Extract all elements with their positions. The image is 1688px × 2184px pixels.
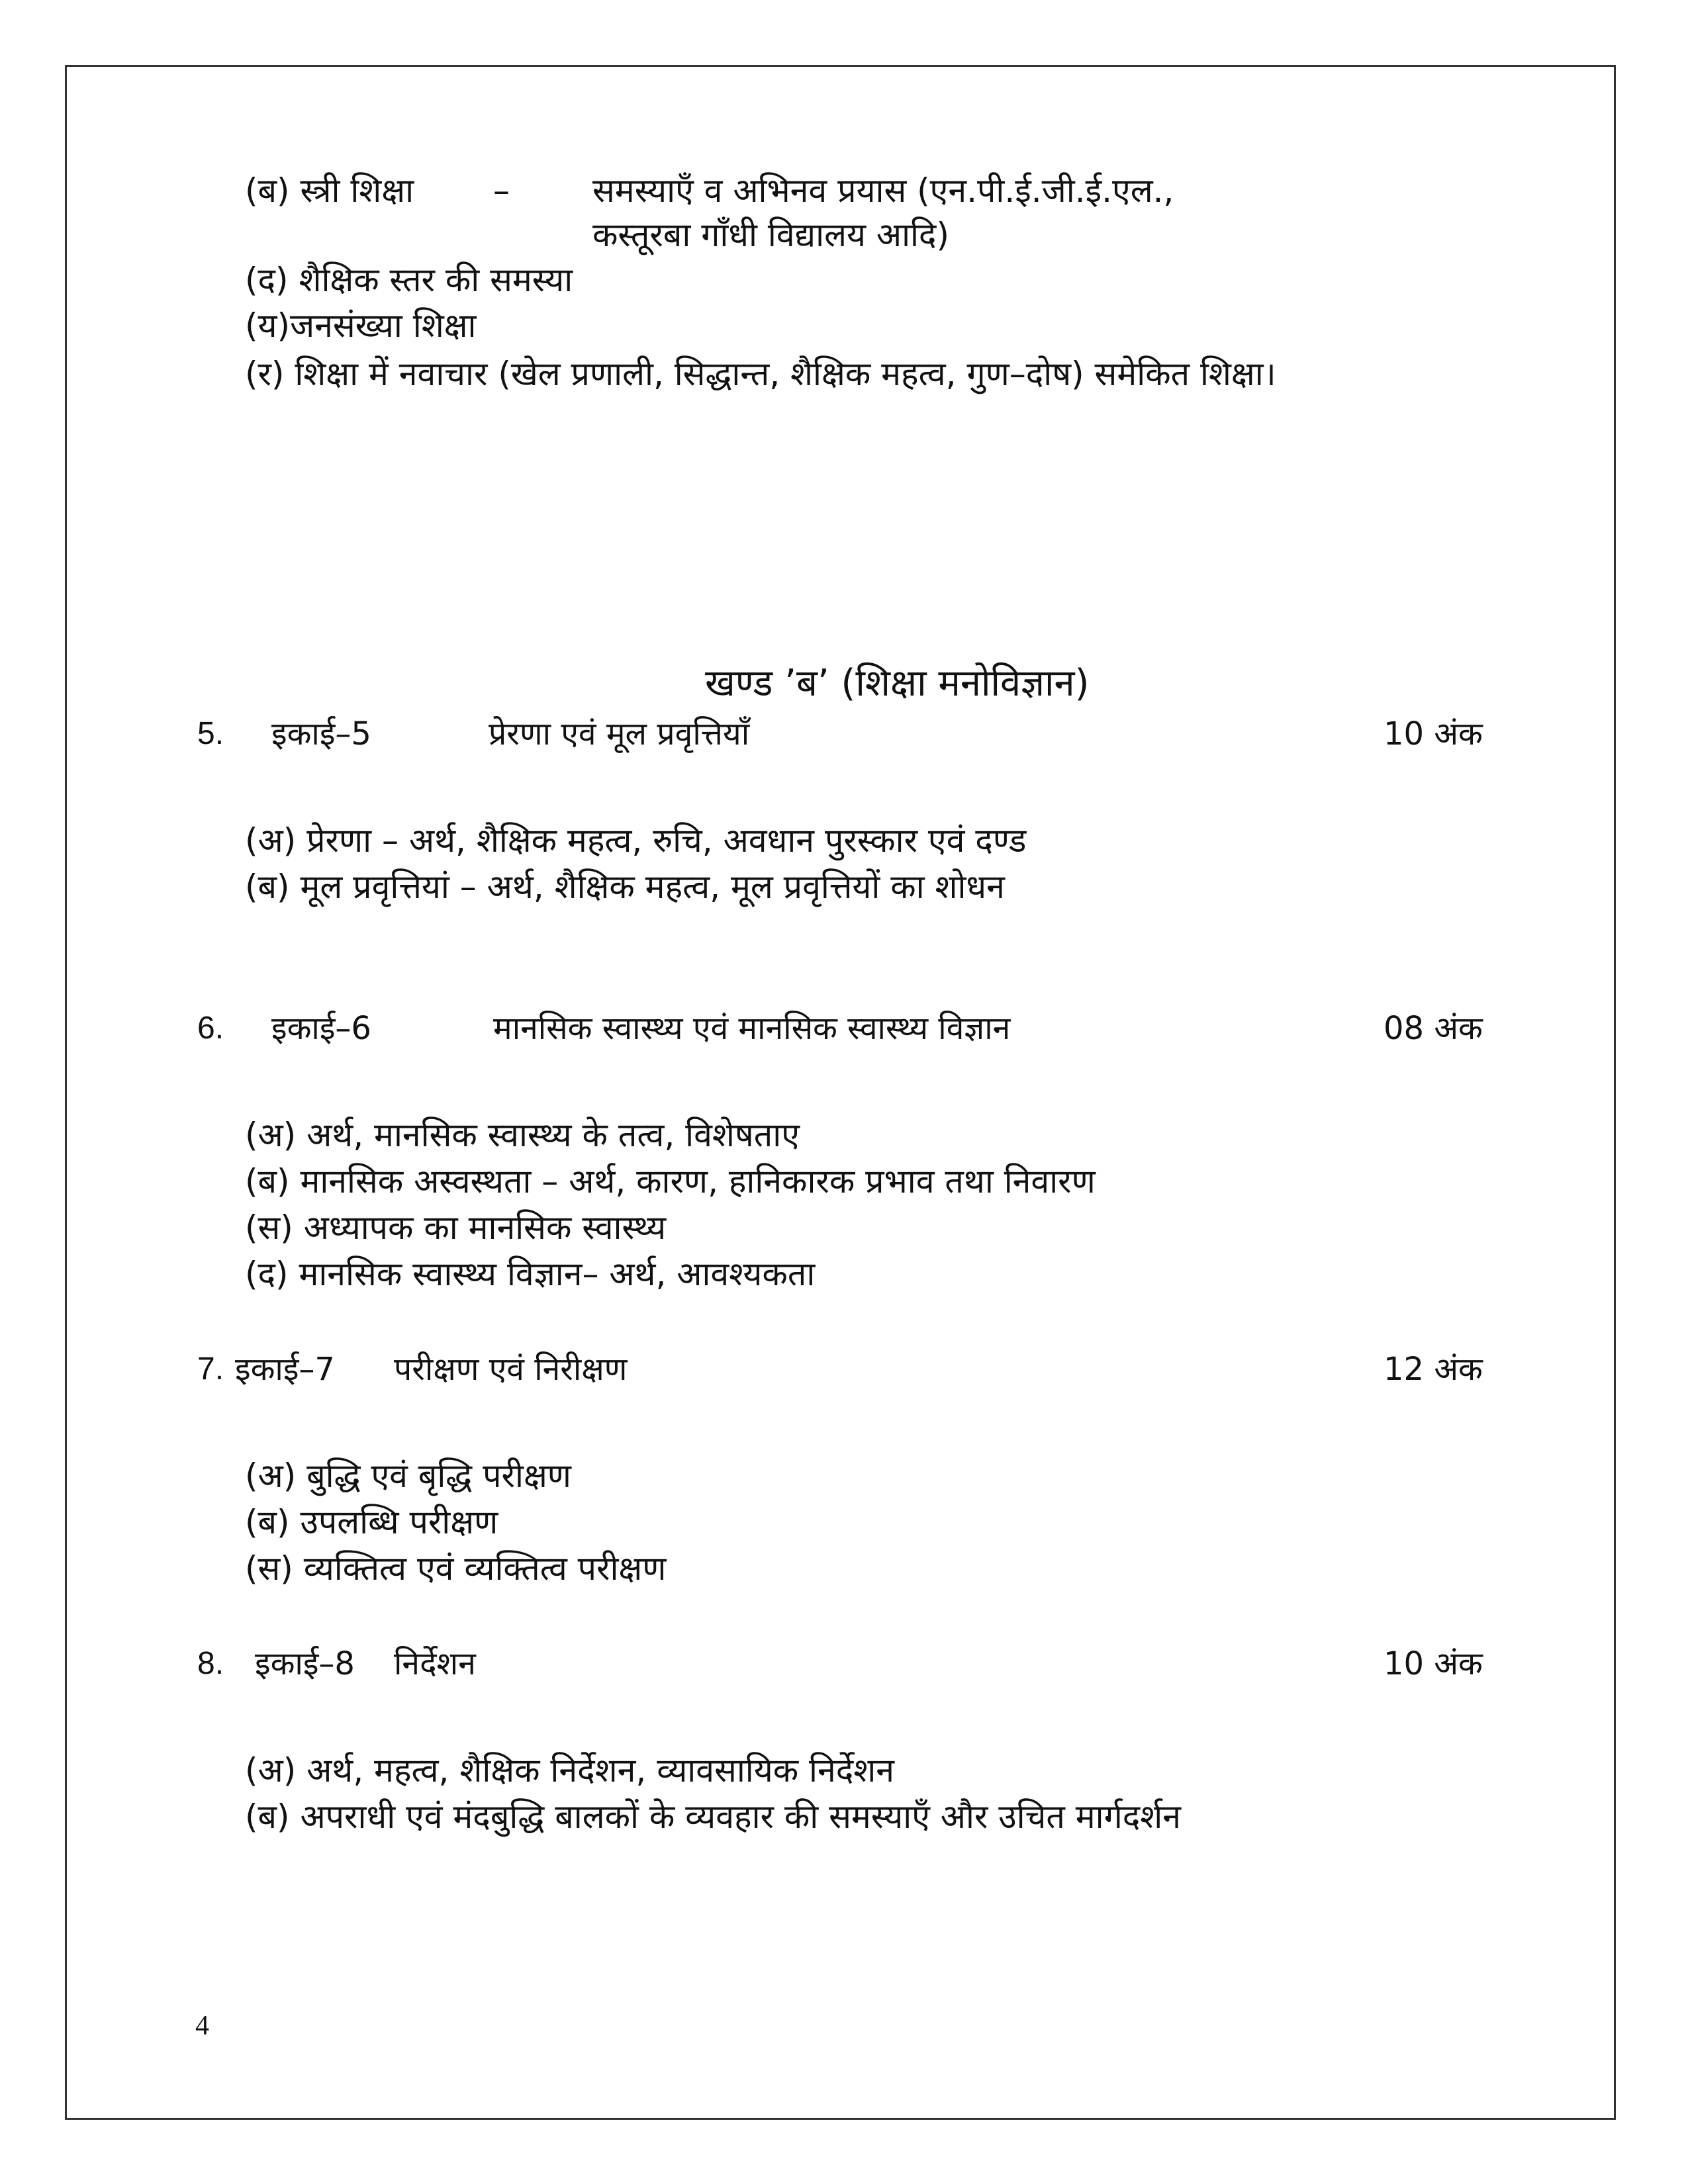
unit-number: 8. — [197, 1646, 224, 1681]
list-item: (द) मानसिक स्वास्थ्य विज्ञान– अर्थ, आवश्यकता — [245, 1255, 816, 1293]
list-item-label: (ब) स्त्री शिक्षा — [245, 171, 414, 210]
unit-marks: 10 अंक — [1383, 1645, 1483, 1682]
unit-label: इकाई–5 — [271, 715, 371, 752]
unit-marks: 12 अंक — [1383, 1351, 1483, 1388]
list-item: (य)जनसंख्या शिक्षा — [245, 306, 477, 345]
unit-label: इकाई–7 — [235, 1351, 335, 1388]
unit-number: 7. — [197, 1351, 224, 1387]
unit-title: परीक्षण एवं निरीक्षण — [394, 1351, 628, 1388]
list-item: कस्तूरबा गाँधी विद्यालय आदि) — [592, 216, 949, 254]
page-number: 4 — [195, 2011, 209, 2041]
list-item: (अ) अर्थ, महत्व, शैक्षिक निर्देशन, व्यावसायिक निर्देशन — [245, 1751, 895, 1790]
unit-label: इकाई–6 — [271, 1010, 371, 1047]
unit-label: इकाई–8 — [255, 1645, 355, 1682]
list-item: (अ) अर्थ, मानसिक स्वास्थ्य के तत्व, विशेषताए — [245, 1116, 800, 1154]
unit-marks: 10 अंक — [1383, 715, 1483, 752]
list-item: (द) शैक्षिक स्तर की समस्या — [245, 261, 573, 299]
list-item: (ब) मानसिक अस्वस्थता – अर्थ, कारण, हानिकारक प्रभाव तथा निवारण — [245, 1162, 1096, 1201]
list-item: (अ) प्रेरणा – अर्थ, शैक्षिक महत्व, रुचि, अवधान पुरस्कार एवं दण्ड — [245, 821, 1027, 860]
list-item: (ब) उपलब्धि परीक्षण — [245, 1503, 498, 1541]
section-heading: खण्ड ’ब’ (शिक्षा मनोविज्ञान) — [705, 662, 1090, 705]
list-item: समस्याएँ व अभिनव प्रयास (एन.पी.ई.जी.ई.एल., — [592, 171, 1174, 210]
unit-number: 6. — [197, 1011, 224, 1046]
unit-title: मानसिक स्वास्थ्य एवं मानसिक स्वास्थ्य विज्ञान — [493, 1010, 1011, 1047]
list-item: (स) अध्यापक का मानसिक स्वास्थ्य — [245, 1208, 667, 1247]
unit-title: प्रेरणा एवं मूल प्रवृत्तियाँ — [489, 715, 750, 752]
list-item: (र) शिक्षा में नवाचार (खेल प्रणाली, सिद्धान्त, शैक्षिक महत्व, गुण–दोष) समेकित शिक्षा। — [245, 355, 1276, 393]
list-item: (अ) बुद्धि एवं बृद्धि परीक्षण — [245, 1457, 571, 1495]
list-item-dash: – — [493, 171, 510, 210]
list-item: (स) व्यक्तित्व एवं व्यक्तित्व परीक्षण — [245, 1549, 667, 1588]
list-item: (ब) मूल प्रवृत्तियां – अर्थ, शैक्षिक महत्व, मूल प्रवृत्तियों का शोधन — [245, 868, 1005, 906]
unit-number: 5. — [197, 716, 224, 751]
unit-marks: 08 अंक — [1383, 1010, 1483, 1047]
list-item: (ब) अपराधी एवं मंदबुद्धि बालकों के व्यवहार की समस्याएँ और उचित मार्गदर्शन — [245, 1797, 1182, 1836]
unit-title: निर्देशन — [394, 1645, 476, 1682]
